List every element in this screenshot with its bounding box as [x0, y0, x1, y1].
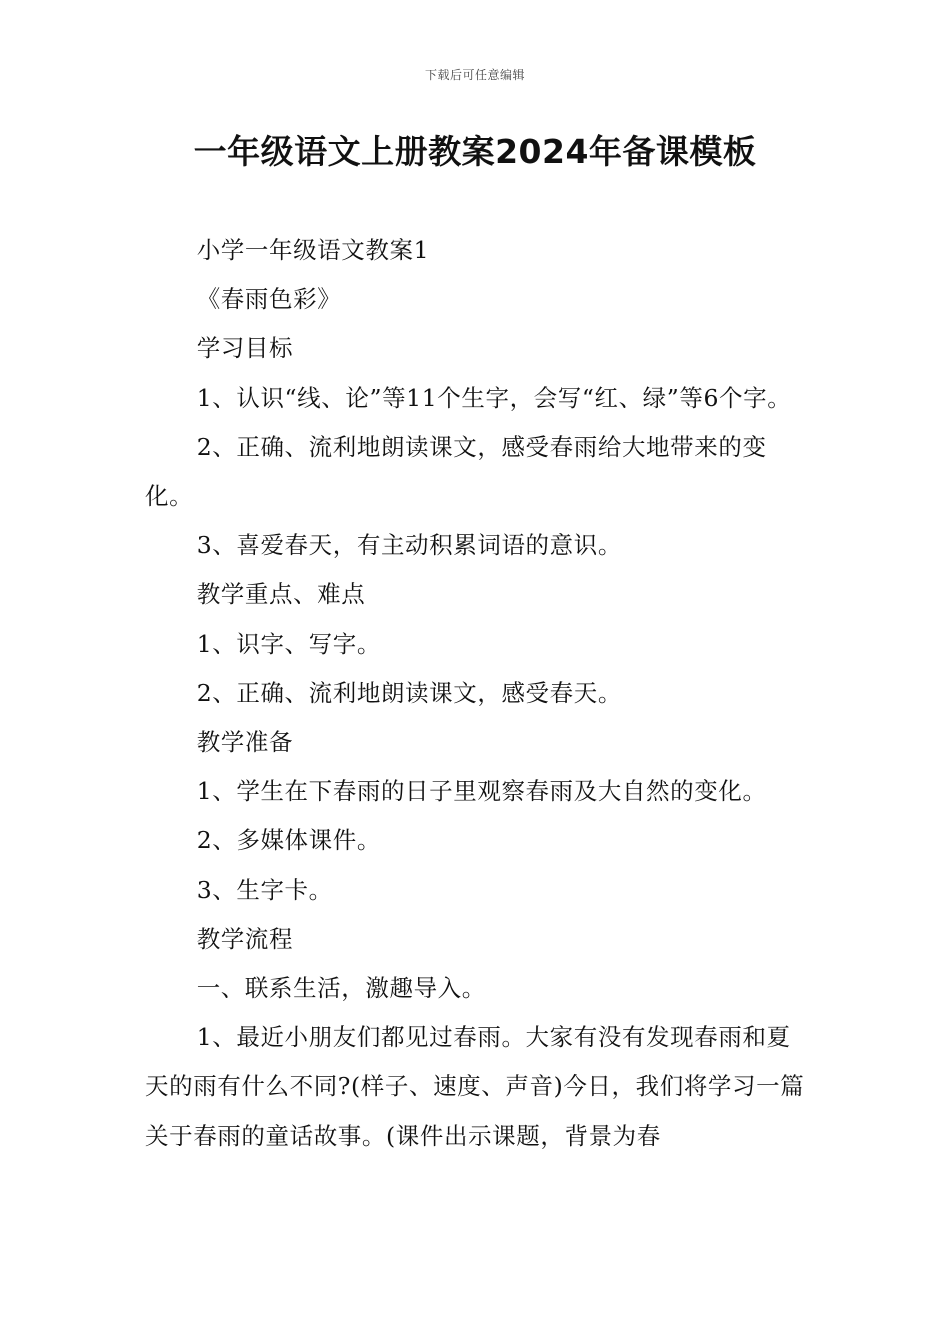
- procedure-step-text: 1、最近小朋友们都见过春雨。大家有没有发现春雨和夏天的雨有什么不同?(样子、速度、声音)今日，我们将学习一篇关于春雨的童话故事。(课件出示课题，背景为春: [145, 1023, 805, 1150]
- document-body: [145, 226, 810, 1161]
- section-heading-preparation: 教学准备: [196, 728, 294, 757]
- key-point-item: 1、识字、写字。: [196, 629, 381, 658]
- objective-item: 3、喜爱春天，有主动积累词语的意识。: [196, 531, 622, 560]
- header-note: 下载后可任意编辑: [424, 68, 525, 82]
- document-title: 一年级语文上册教案2024年备课模板: [193, 132, 757, 171]
- section-heading-key-points: 教学重点、难点: [196, 580, 366, 609]
- lesson-name: 《春雨色彩》: [196, 285, 342, 314]
- objective-item: 1、认识“线、论”等11个生字，会写“红、绿”等6个字。: [196, 383, 792, 412]
- section-heading-objectives: 学习目标: [196, 334, 294, 363]
- key-point-item: 2、正确、流利地朗读课文，感受春天。: [196, 678, 622, 707]
- preparation-item: 2、多媒体课件。: [196, 826, 381, 855]
- preparation-item: 1、学生在下春雨的日子里观察春雨及大自然的变化。: [196, 777, 767, 806]
- procedure-step-heading: 一、联系生活，激趣导入。: [196, 974, 486, 1003]
- lesson-heading: 小学一年级语文教案1: [196, 236, 430, 264]
- section-heading-procedure: 教学流程: [196, 924, 294, 953]
- preparation-item: 3、生字卡。: [196, 875, 333, 904]
- objective-item: 2、正确、流利地朗读课文，感受春雨给大地带来的变化。: [145, 432, 767, 511]
